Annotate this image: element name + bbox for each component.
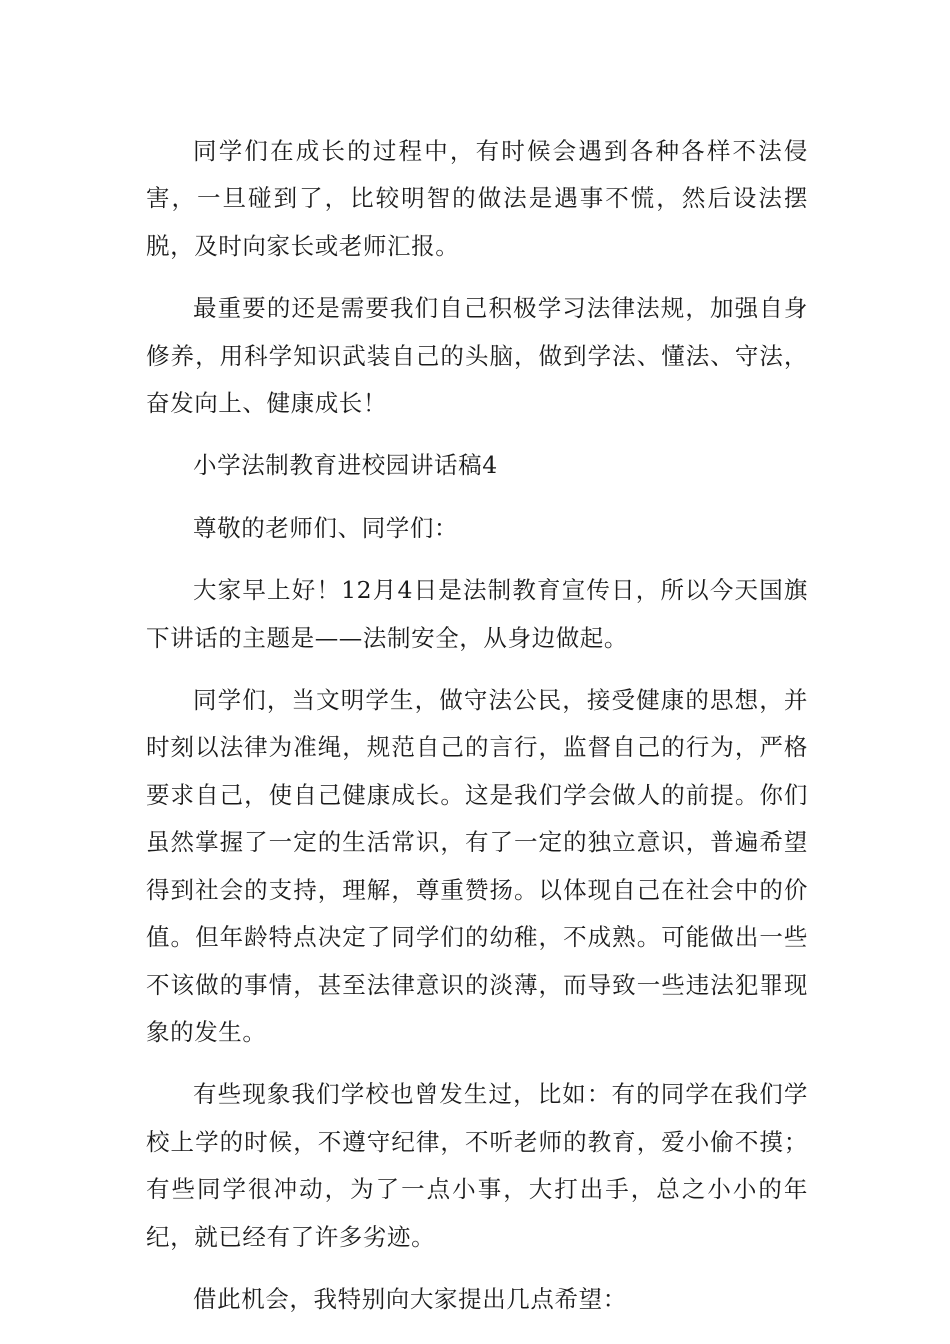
paragraph-5: 有些现象我们学校也曾发生过，比如：有的同学在我们学校上学的时候，不遵守纪律，不听老师的教育，爱小偷不摸；有些同学很冲动，为了一点小事，大打出手，总之小小的年纪，就已经有了许多劣迹。 [146,1080,808,1251]
salutation: 尊敬的老师们、同学们： [193,513,459,542]
paragraph-4: 同学们，当文明学生，做守法公民，接受健康的思想，并时刻以法律为准绳，规范自己的言行，监督自己的行为，严格要求自己，使自己健康成长。这是我们学会做人的前提。你们虽然掌握了一定的生活常识，有了一定的独立意识，普遍希望得到社会的支持，理解，尊重赞扬。以体现自己在社会中的价值。但年龄特点决定了同学们的幼稚，不成熟。可能做出一些不该做的事情，甚至法律意识的淡薄，而导致一些违法犯罪现象的发生。 [146,686,808,1046]
section-heading: 小学法制教育进校园讲话稿4 [193,451,498,480]
paragraph-2: 最重要的还是需要我们自己积极学习法律法规，加强自身修养，用科学知识武装自己的头脑，做到学法、懂法、守法，奋发向上、健康成长！ [146,294,808,418]
document-body [146,128,808,1338]
paragraph-3: 大家早上好！12月4日是法制教育宣传日，所以今天国旗下讲话的主题是——法制安全，从身边做起。 [146,576,808,652]
paragraph-6: 借此机会，我特别向大家提出几点希望： [193,1284,627,1313]
paragraph-1: 同学们在成长的过程中，有时候会遇到各种各样不法侵害，一旦碰到了，比较明智的做法是遇事不慌，然后设法摆脱，及时向家长或老师汇报。 [146,137,808,260]
